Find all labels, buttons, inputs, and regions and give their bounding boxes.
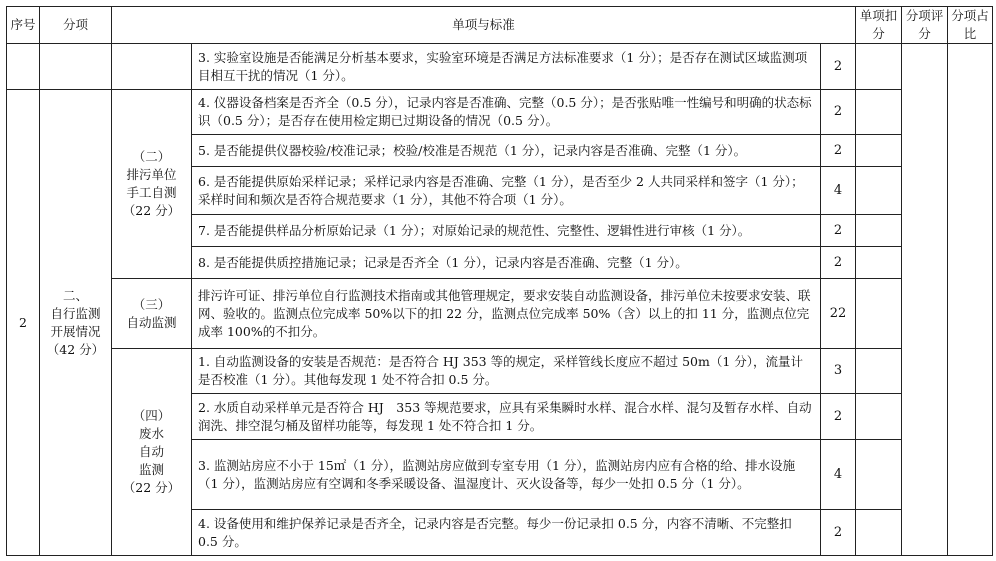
sub-water — [112, 349, 192, 556]
sub-manual-line: （22 分） — [122, 203, 181, 218]
header-seq: 序号 — [7, 7, 40, 44]
group-title-line: 开展情况 — [50, 323, 101, 339]
criteria-score: 2 — [821, 215, 856, 247]
criteria-score: 2 — [821, 510, 856, 556]
group-title-line: （42 分） — [46, 341, 105, 357]
empty-subcategory — [112, 44, 192, 90]
sub-auto-line: 自动监测 — [126, 314, 177, 330]
group-title-line: 自行监测 — [50, 305, 101, 321]
criteria-score: 4 — [821, 440, 856, 510]
group-title — [40, 90, 112, 556]
sub-water-line: 监测 — [138, 462, 164, 477]
table-row — [7, 279, 993, 349]
criteria-score: 2 — [821, 90, 856, 135]
sub-manual-line: 排污单位 — [126, 167, 177, 182]
item-deduct-cell — [856, 247, 902, 279]
header-sub-score: 分项评分 — [902, 7, 948, 44]
item-deduct-cell — [856, 167, 902, 215]
item-deduct-cell — [856, 394, 902, 440]
sub-auto — [112, 279, 192, 349]
group-seq: 2 — [7, 90, 40, 556]
criteria-text: 5. 是否能提供仪器校验/校准记录；校验/校准是否规范（1 分），记录内容是否准确、完整（1 分）。 — [192, 135, 821, 167]
criteria-text: 8. 是否能提供质控措施记录；记录是否齐全（1 分），记录内容是否准确、完整（1 分）。 — [192, 247, 821, 279]
item-deduct-cell — [856, 215, 902, 247]
item-deduct-cell — [856, 510, 902, 556]
item-deduct-cell — [856, 279, 902, 349]
header-criteria: 单项与标准 — [112, 7, 856, 44]
sub-water-line: （四） — [132, 408, 171, 423]
group-title-line: 二、 — [62, 287, 88, 303]
item-deduct-cell — [856, 135, 902, 167]
sub-manual-line: 手工自测 — [126, 185, 177, 200]
criteria-text: 6. 是否能提供原始采样记录；采样记录内容是否准确、完整（1 分），是否至少 2 人共同采样和签字（1 分）；采样时间和频次是否符合规范要求（1 分），其他不符合项（1 分）。 — [192, 167, 821, 215]
empty-seq — [7, 44, 40, 90]
item-deduct-cell — [856, 440, 902, 510]
header-item-deduct: 单项扣分 — [856, 7, 902, 44]
sub-score-cell — [902, 44, 948, 556]
criteria-text: 1. 自动监测设备的安装是否规范：是否符合 HJ 353 等的规定，采样管线长度应不超过 50m（1 分），流量计是否校准（1 分）。其他每发现 1 处不符合扣 0.5 分。 — [192, 349, 821, 394]
criteria-text: 4. 设备使用和维护保养记录是否齐全，记录内容是否完整。每少一份记录扣 0.5 分，内容不清晰、不完整扣 0.5 分。 — [192, 510, 821, 556]
criteria-score: 22 — [821, 279, 856, 349]
header-row — [7, 7, 993, 44]
sub-water-line: 自动 — [138, 444, 164, 459]
sub-manual-line: （二） — [132, 149, 171, 164]
scoring-table — [6, 6, 993, 556]
criteria-score: 2 — [821, 247, 856, 279]
ratio-cell — [948, 44, 993, 556]
criteria-score: 2 — [821, 394, 856, 440]
criteria-score: 2 — [821, 44, 856, 90]
criteria-text: 排污许可证、排污单位自行监测技术指南或其他管理规定，要求安装自动监测设备，排污单位未按要求安装、联网、验收的。监测点位完成率 50%以下的扣 22 分，监测点位完成率 50%（含）以上的扣 11 分，监测点位完成率 100%的不扣分。 — [192, 279, 821, 349]
item-deduct-cell — [856, 90, 902, 135]
criteria-text: 4. 仪器设备档案是否齐全（0.5 分），记录内容是否准确、完整（0.5 分）；是否张贴唯一性编号和明确的状态标识（0.5 分）；是否存在使用检定期已过期设备的情况（0.5 分）。 — [192, 90, 821, 135]
table-row — [7, 90, 993, 135]
sub-auto-line: （三） — [132, 296, 171, 312]
sub-manual — [112, 90, 192, 279]
table-row — [7, 349, 993, 394]
criteria-score: 2 — [821, 135, 856, 167]
criteria-text: 3. 实验室设施是否能满足分析基本要求，实验室环境是否满足方法标准要求（1 分）；是否存在测试区域监测项目相互干扰的情况（1 分）。 — [192, 44, 821, 90]
item-deduct-cell — [856, 349, 902, 394]
criteria-text: 2. 水质自动采样单元是否符合 HJ 353 等规范要求，应具有采集瞬时水样、混合水样、混匀及暂存水样、自动润洗、排空混匀桶及留样功能等，每发现 1 处不符合扣 1 分。 — [192, 394, 821, 440]
empty-category — [40, 44, 112, 90]
criteria-text: 3. 监测站房应不小于 15㎡（1 分），监测站房应做到专室专用（1 分），监测站房内应有合格的给、排水设施（1 分），监测站房应有空调和冬季采暖设备、温湿度计、灭火设备等，每少一处扣 0.5 分（1 分）。 — [192, 440, 821, 510]
criteria-text: 7. 是否能提供样品分析原始记录（1 分）；对原始记录的规范性、完整性、逻辑性进行审核（1 分）。 — [192, 215, 821, 247]
item-deduct-cell — [856, 44, 902, 90]
table-row — [7, 44, 993, 90]
criteria-score: 3 — [821, 349, 856, 394]
criteria-score: 4 — [821, 167, 856, 215]
sub-water-line: （22 分） — [122, 480, 181, 495]
sub-water-line: 废水 — [138, 426, 164, 441]
header-ratio: 分项占比 — [948, 7, 993, 44]
header-category: 分项 — [40, 7, 112, 44]
